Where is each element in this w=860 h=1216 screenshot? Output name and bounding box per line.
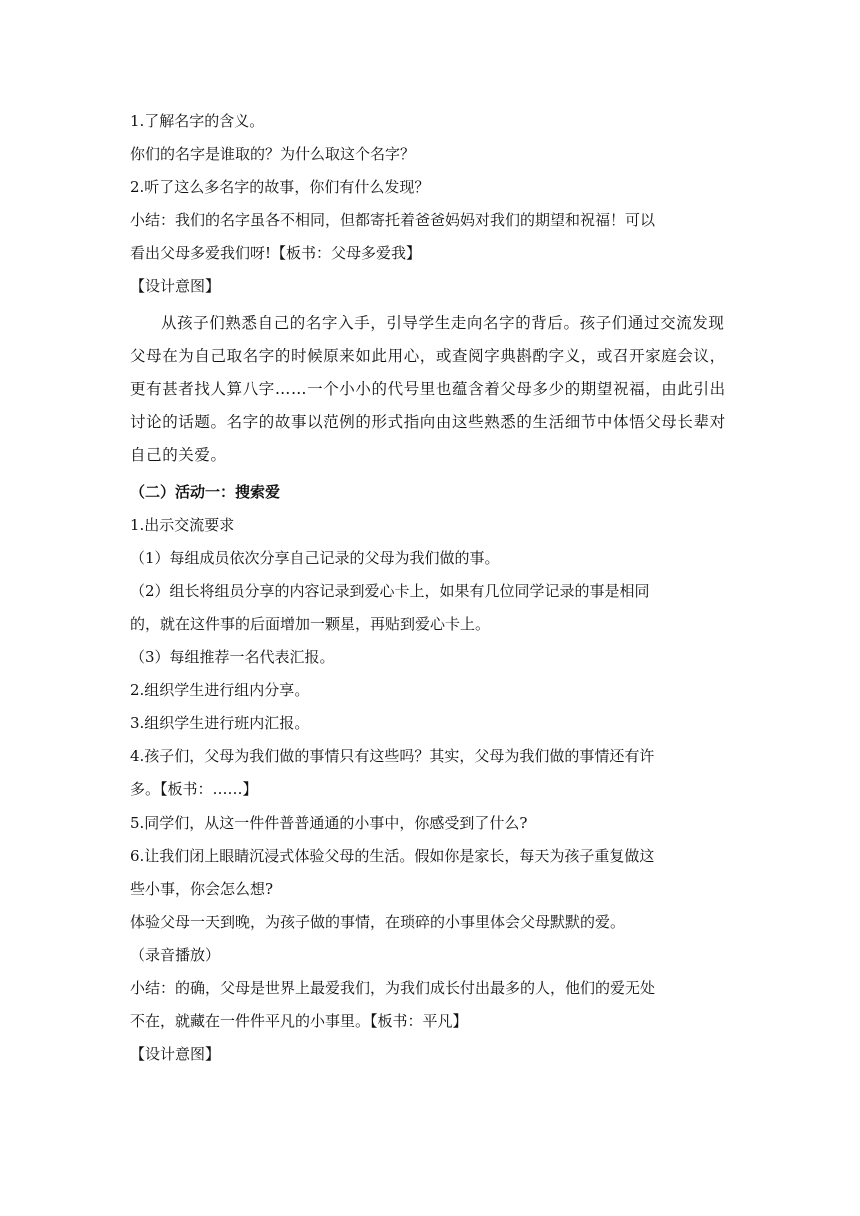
text-line: （2）组长将组员分享的内容记录到爱心卡上，如果有几位同学记录的事是相同 <box>130 581 650 600</box>
text-line: （3）每组推荐一名代表汇报。 <box>130 648 335 667</box>
document-body <box>130 108 730 1074</box>
design-intent-heading: 【设计意图】 <box>130 277 221 296</box>
text-line: 6.让我们闭上眼睛沉浸式体验父母的生活。假如你是家长，每天为孩子重复做这 <box>130 846 655 865</box>
text-line: 2.组织学生进行组内分享。 <box>130 681 310 700</box>
design-intent-paragraph: 从孩子们熟悉自己的名字入手，引导学生走向名字的背后。孩子们通过交流发现父母在为自己取名字的时候原来如此用心，或查阅字典斟酌字义，或召开家庭会议，更有甚者找人算八字……一个小小的代号里也蕴含着父母多少的期望祝福，由此引出讨论的话题。名字的故事以范例的形式指向由这些熟悉的生活细节中体悟父母长辈对自己的关爱。 <box>130 313 726 464</box>
text-line: 看出父母多爱我们呀!【板书：父母多爱我】 <box>130 244 422 263</box>
design-intent-heading: 【设计意图】 <box>130 1045 221 1064</box>
text-line: 你们的名字是谁取的？为什么取这个名字？ <box>130 145 416 164</box>
text-line: 些小事，你会怎么想? <box>130 879 274 898</box>
text-line: 4.孩子们，父母为我们做的事情只有这些吗？其实，父母为我们做的事情还有许 <box>130 747 655 766</box>
text-line: （1）每组成员依次分享自己记录的父母为我们做的事。 <box>130 548 500 567</box>
text-line: 体验父母一天到晚，为孩子做的事情，在琐碎的小事里体会父母默默的爱。 <box>130 912 626 931</box>
text-line: 1.出示交流要求 <box>130 515 235 534</box>
text-line: 多。【板书：……】 <box>130 780 258 799</box>
text-line: 不在，就藏在一件件平凡的小事里。【板书：平凡】 <box>130 1012 468 1031</box>
text-line: 2.听了这么多名字的故事，你们有什么发现？ <box>130 178 430 197</box>
section-heading: （二）活动一：搜索爱 <box>130 482 281 501</box>
text-line: 小结：的确，父母是世界上最爱我们，为我们成长付出最多的人，他们的爱无处 <box>130 978 656 997</box>
text-line: 的，就在这件事的后面增加一颗星，再贴到爱心卡上。 <box>130 614 491 633</box>
text-line: （录音播放） <box>130 945 221 964</box>
text-line: 1.了解名字的含义。 <box>130 112 265 130</box>
text-line: 小结：我们的名字虽各不相同，但都寄托着爸爸妈妈对我们的期望和祝福！可以 <box>130 211 656 230</box>
text-line: 5.同学们，从这一件件普普通通的小事中，你感受到了什么? <box>130 813 528 832</box>
text-line: 3.组织学生进行班内汇报。 <box>130 714 310 733</box>
